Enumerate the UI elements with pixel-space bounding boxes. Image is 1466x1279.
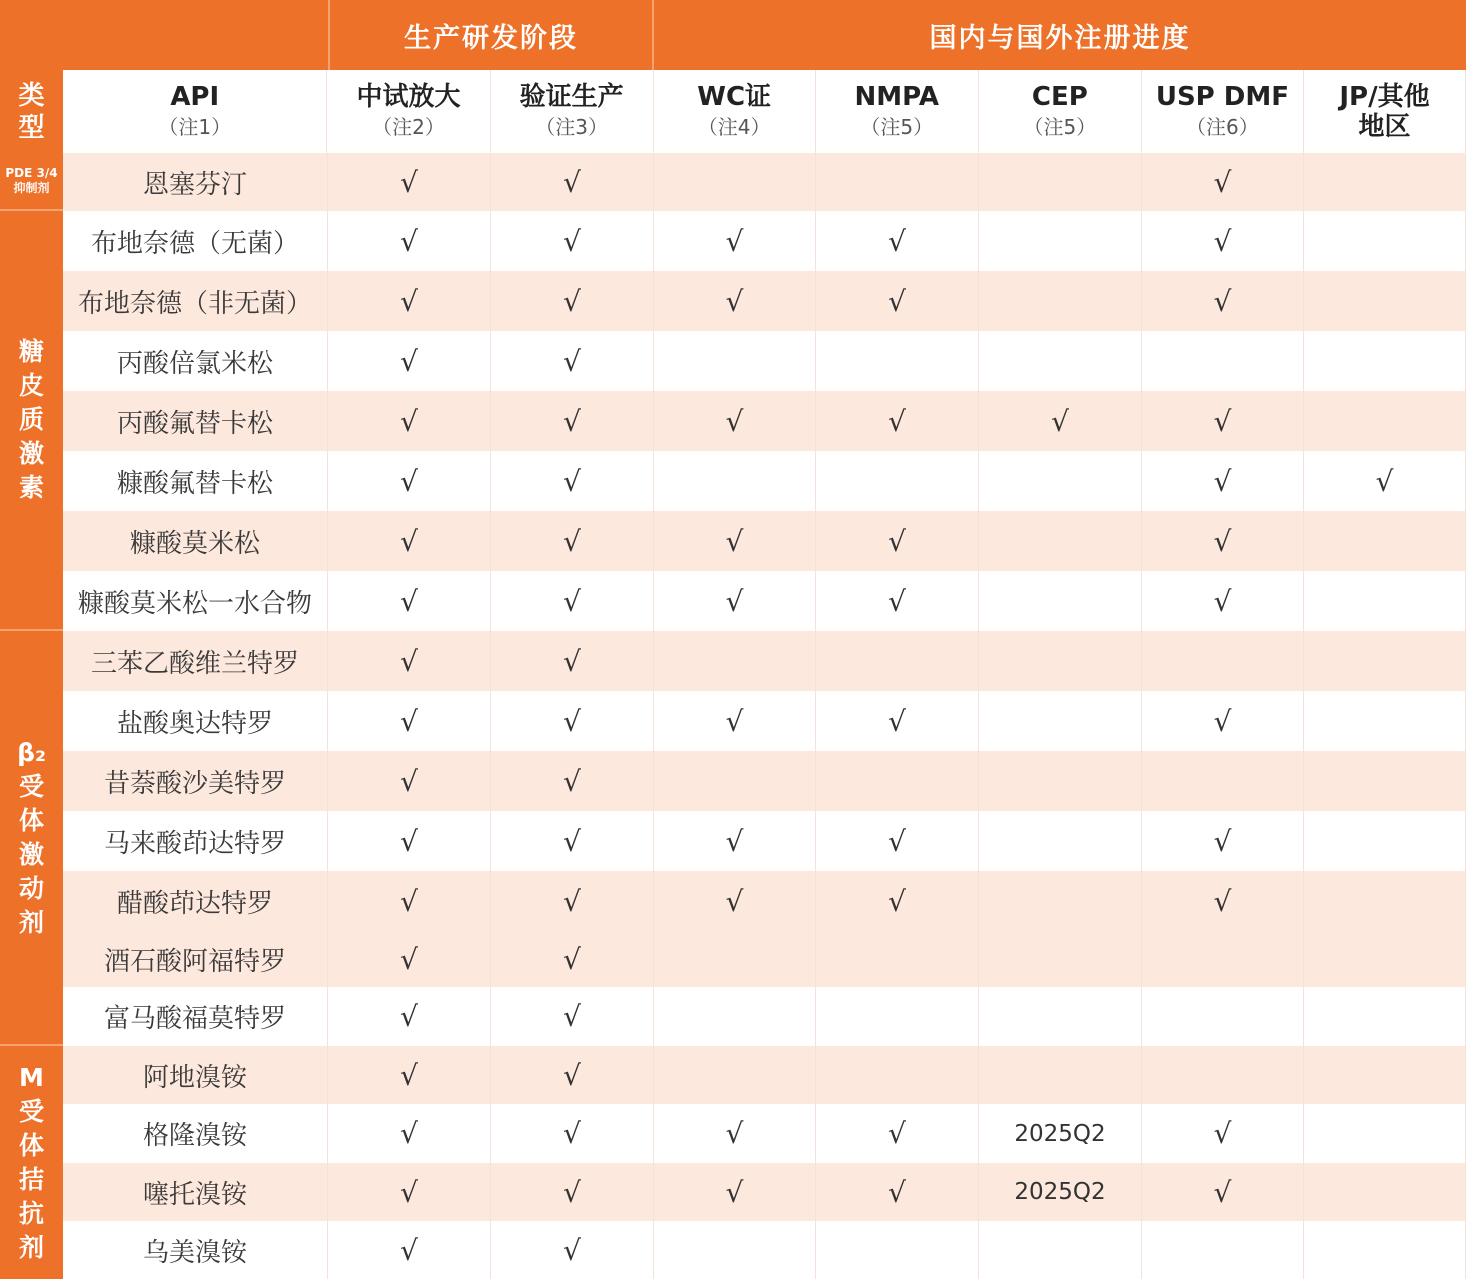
status-cell: [1304, 271, 1466, 331]
table-row: [63, 391, 1466, 451]
status-cell: [654, 451, 816, 511]
check-mark-cell: √: [328, 1046, 491, 1104]
column-header-note: （注1）: [158, 114, 232, 139]
check-mark-cell: √: [1142, 511, 1304, 571]
status-cell: [979, 811, 1142, 871]
check-mark-cell: √: [816, 1163, 979, 1221]
status-cell: [1304, 1046, 1466, 1104]
check-mark-cell: √: [654, 271, 816, 331]
status-cell: [979, 987, 1142, 1046]
column-header-title: API: [170, 81, 220, 112]
table-row: [63, 1046, 1466, 1104]
column-header-title: JP/其他地区: [1339, 81, 1430, 142]
status-cell: [654, 931, 816, 987]
status-cell: [816, 987, 979, 1046]
api-name-cell: 丙酸倍氯米松: [63, 331, 328, 391]
column-header-title: 中试放大: [356, 81, 461, 112]
status-cell: [816, 331, 979, 391]
check-mark-cell: √: [1142, 153, 1304, 211]
column-header-title: CEP: [1031, 81, 1088, 112]
check-mark-cell: √: [328, 1221, 491, 1279]
check-mark-cell: √: [491, 751, 654, 811]
table-row: [63, 211, 1466, 271]
status-cell: 2025Q2: [979, 1104, 1142, 1163]
status-cell: [979, 271, 1142, 331]
table-row: [63, 1163, 1466, 1221]
check-mark-cell: √: [1142, 1104, 1304, 1163]
table-row: [63, 631, 1466, 691]
check-mark-cell: √: [328, 571, 491, 631]
api-name-cell: 糠酸莫米松一水合物: [63, 571, 328, 631]
table-row: [63, 931, 1466, 987]
status-cell: [1304, 987, 1466, 1046]
check-mark-cell: √: [816, 691, 979, 751]
api-name-cell: 糠酸氟替卡松: [63, 451, 328, 511]
status-cell: [654, 751, 816, 811]
table-row: [63, 451, 1466, 511]
api-name-cell: 三苯乙酸维兰特罗: [63, 631, 328, 691]
status-cell: [654, 1046, 816, 1104]
column-header: [63, 70, 327, 153]
status-cell: [1304, 1163, 1466, 1221]
api-name-cell: 盐酸奥达特罗: [63, 691, 328, 751]
check-mark-cell: √: [491, 987, 654, 1046]
status-cell: [1304, 571, 1466, 631]
api-name-cell: 丙酸氟替卡松: [63, 391, 328, 451]
check-mark-cell: √: [816, 391, 979, 451]
status-cell: [1304, 931, 1466, 987]
status-cell: [1304, 211, 1466, 271]
api-name-cell: 糠酸莫米松: [63, 511, 328, 571]
category-glucocorticoid: 糖皮质激素: [0, 211, 63, 631]
check-mark-cell: √: [491, 271, 654, 331]
type-header-label: 类型: [18, 80, 45, 143]
api-name-cell: 乌美溴铵: [63, 1221, 328, 1279]
category-m-antagonist: M受体拮抗剂: [18, 1062, 44, 1262]
check-mark-cell: √: [328, 631, 491, 691]
group-header-registration: 国内与国外注册进度: [652, 0, 1466, 70]
column-header-title: NMPA: [854, 81, 939, 112]
status-cell: [979, 631, 1142, 691]
check-mark-cell: √: [1142, 391, 1304, 451]
check-mark-cell: √: [1304, 451, 1466, 511]
column-header-note: （注6）: [1186, 114, 1259, 139]
column-header-note: （注4）: [697, 114, 771, 139]
api-name-cell: 昔萘酸沙美特罗: [63, 751, 328, 811]
status-cell: [654, 331, 816, 391]
check-mark-cell: √: [491, 571, 654, 631]
check-mark-cell: √: [491, 511, 654, 571]
check-mark-cell: √: [1142, 271, 1304, 331]
check-mark-cell: √: [491, 631, 654, 691]
group-header-production: 生产研发阶段: [328, 0, 652, 70]
check-mark-cell: √: [654, 391, 816, 451]
check-mark-cell: √: [491, 811, 654, 871]
status-cell: [1304, 871, 1466, 931]
table-row: [63, 271, 1466, 331]
check-mark-cell: √: [491, 153, 654, 211]
check-mark-cell: √: [491, 451, 654, 511]
column-header-title: WC证: [697, 81, 772, 112]
status-cell: [816, 631, 979, 691]
api-name-cell: 布地奈德（无菌）: [63, 211, 328, 271]
status-cell: [979, 211, 1142, 271]
check-mark-cell: √: [979, 391, 1142, 451]
check-mark-cell: √: [328, 1163, 491, 1221]
type-header: [0, 70, 63, 153]
table-row: [63, 987, 1466, 1046]
check-mark-cell: √: [328, 811, 491, 871]
status-cell: [979, 451, 1142, 511]
api-name-cell: 马来酸茚达特罗: [63, 811, 328, 871]
status-cell: [979, 331, 1142, 391]
check-mark-cell: √: [328, 751, 491, 811]
check-mark-cell: √: [328, 691, 491, 751]
check-mark-cell: √: [654, 211, 816, 271]
status-cell: [1304, 811, 1466, 871]
status-cell: [979, 153, 1142, 211]
table-row: [63, 153, 1466, 211]
check-mark-cell: √: [328, 271, 491, 331]
status-cell: [1142, 751, 1304, 811]
check-mark-cell: √: [1142, 691, 1304, 751]
check-mark-cell: √: [654, 1104, 816, 1163]
status-cell: [1142, 1046, 1304, 1104]
column-header-note: （注2）: [372, 114, 445, 139]
column-header-note: （注3）: [535, 114, 608, 139]
check-mark-cell: √: [654, 811, 816, 871]
api-name-cell: 富马酸福莫特罗: [63, 987, 328, 1046]
table-row: [63, 1104, 1466, 1163]
status-cell: [979, 931, 1142, 987]
check-mark-cell: √: [491, 331, 654, 391]
table-row: [63, 751, 1466, 811]
check-mark-cell: √: [816, 1104, 979, 1163]
status-cell: [816, 1221, 979, 1279]
table-row: [63, 571, 1466, 631]
column-header-note: （注5）: [1023, 114, 1097, 139]
status-cell: [979, 571, 1142, 631]
check-mark-cell: √: [491, 1104, 654, 1163]
column-header: [1304, 70, 1466, 153]
check-mark-cell: √: [491, 1163, 654, 1221]
check-mark-cell: √: [328, 1104, 491, 1163]
status-cell: [1142, 1221, 1304, 1279]
status-cell: [816, 451, 979, 511]
column-header: [491, 70, 654, 153]
check-mark-cell: √: [491, 871, 654, 931]
status-cell: [1142, 631, 1304, 691]
check-mark-cell: √: [328, 871, 491, 931]
check-mark-cell: √: [491, 691, 654, 751]
status-cell: [816, 751, 979, 811]
check-mark-cell: √: [491, 1221, 654, 1279]
status-cell: [816, 153, 979, 211]
column-header-title: 验证生产: [519, 81, 624, 112]
column-header: [654, 70, 816, 153]
status-cell: [1304, 631, 1466, 691]
status-cell: [1142, 931, 1304, 987]
check-mark-cell: √: [816, 511, 979, 571]
status-cell: [979, 1046, 1142, 1104]
check-mark-cell: √: [816, 211, 979, 271]
api-name-cell: 噻托溴铵: [63, 1163, 328, 1221]
check-mark-cell: √: [328, 211, 491, 271]
api-name-cell: 格隆溴铵: [63, 1104, 328, 1163]
status-cell: [1142, 987, 1304, 1046]
table-row: [63, 511, 1466, 571]
api-name-cell: 阿地溴铵: [63, 1046, 328, 1104]
table-row: [63, 871, 1466, 931]
status-cell: [654, 631, 816, 691]
status-cell: [979, 511, 1142, 571]
status-cell: [1304, 1104, 1466, 1163]
status-cell: [1304, 691, 1466, 751]
column-header: [327, 70, 490, 153]
status-cell: [816, 931, 979, 987]
api-name-cell: 酒石酸阿福特罗: [63, 931, 328, 987]
check-mark-cell: √: [1142, 211, 1304, 271]
table-row: [63, 331, 1466, 391]
column-headers: [63, 70, 1466, 153]
status-cell: [1304, 1221, 1466, 1279]
check-mark-cell: √: [328, 511, 491, 571]
status-cell: [654, 987, 816, 1046]
check-mark-cell: √: [328, 987, 491, 1046]
column-header-note: （注5）: [860, 114, 934, 139]
api-name-cell: 布地奈德（非无菌）: [63, 271, 328, 331]
column-header: [979, 70, 1142, 153]
check-mark-cell: √: [654, 511, 816, 571]
column-header: [1142, 70, 1304, 153]
status-cell: [1304, 153, 1466, 211]
status-cell: [654, 153, 816, 211]
check-mark-cell: √: [491, 1046, 654, 1104]
check-mark-cell: √: [816, 271, 979, 331]
check-mark-cell: √: [328, 391, 491, 451]
check-mark-cell: √: [654, 691, 816, 751]
status-cell: [979, 1221, 1142, 1279]
check-mark-cell: √: [328, 331, 491, 391]
category-beta2-agonist: β₂受体激动剂: [0, 631, 63, 1046]
check-mark-cell: √: [1142, 811, 1304, 871]
check-mark-cell: √: [816, 871, 979, 931]
check-mark-cell: √: [816, 571, 979, 631]
status-cell: [1142, 331, 1304, 391]
status-cell: [1304, 331, 1466, 391]
check-mark-cell: √: [1142, 571, 1304, 631]
check-mark-cell: √: [816, 811, 979, 871]
table-row: [63, 691, 1466, 751]
status-cell: [654, 1221, 816, 1279]
check-mark-cell: √: [654, 871, 816, 931]
check-mark-cell: √: [1142, 871, 1304, 931]
status-cell: [816, 1046, 979, 1104]
check-mark-cell: √: [328, 451, 491, 511]
status-cell: [1304, 511, 1466, 571]
api-name-cell: 恩塞芬汀: [63, 153, 328, 211]
category-pde: PDE 3/4 抑制剂: [0, 153, 63, 211]
check-mark-cell: √: [491, 211, 654, 271]
check-mark-cell: √: [654, 571, 816, 631]
check-mark-cell: √: [491, 931, 654, 987]
status-cell: [979, 871, 1142, 931]
column-header: [816, 70, 979, 153]
column-header-title: USP DMF: [1155, 81, 1289, 112]
check-mark-cell: √: [1142, 451, 1304, 511]
check-mark-cell: √: [328, 931, 491, 987]
table-row: [63, 1221, 1466, 1279]
status-cell: [1304, 751, 1466, 811]
status-cell: 2025Q2: [979, 1163, 1142, 1221]
api-name-cell: 醋酸茚达特罗: [63, 871, 328, 931]
check-mark-cell: √: [1142, 1163, 1304, 1221]
status-cell: [979, 691, 1142, 751]
check-mark-cell: √: [654, 1163, 816, 1221]
status-cell: [1304, 391, 1466, 451]
check-mark-cell: √: [328, 153, 491, 211]
check-mark-cell: √: [491, 391, 654, 451]
status-cell: [979, 751, 1142, 811]
table-row: [63, 811, 1466, 871]
